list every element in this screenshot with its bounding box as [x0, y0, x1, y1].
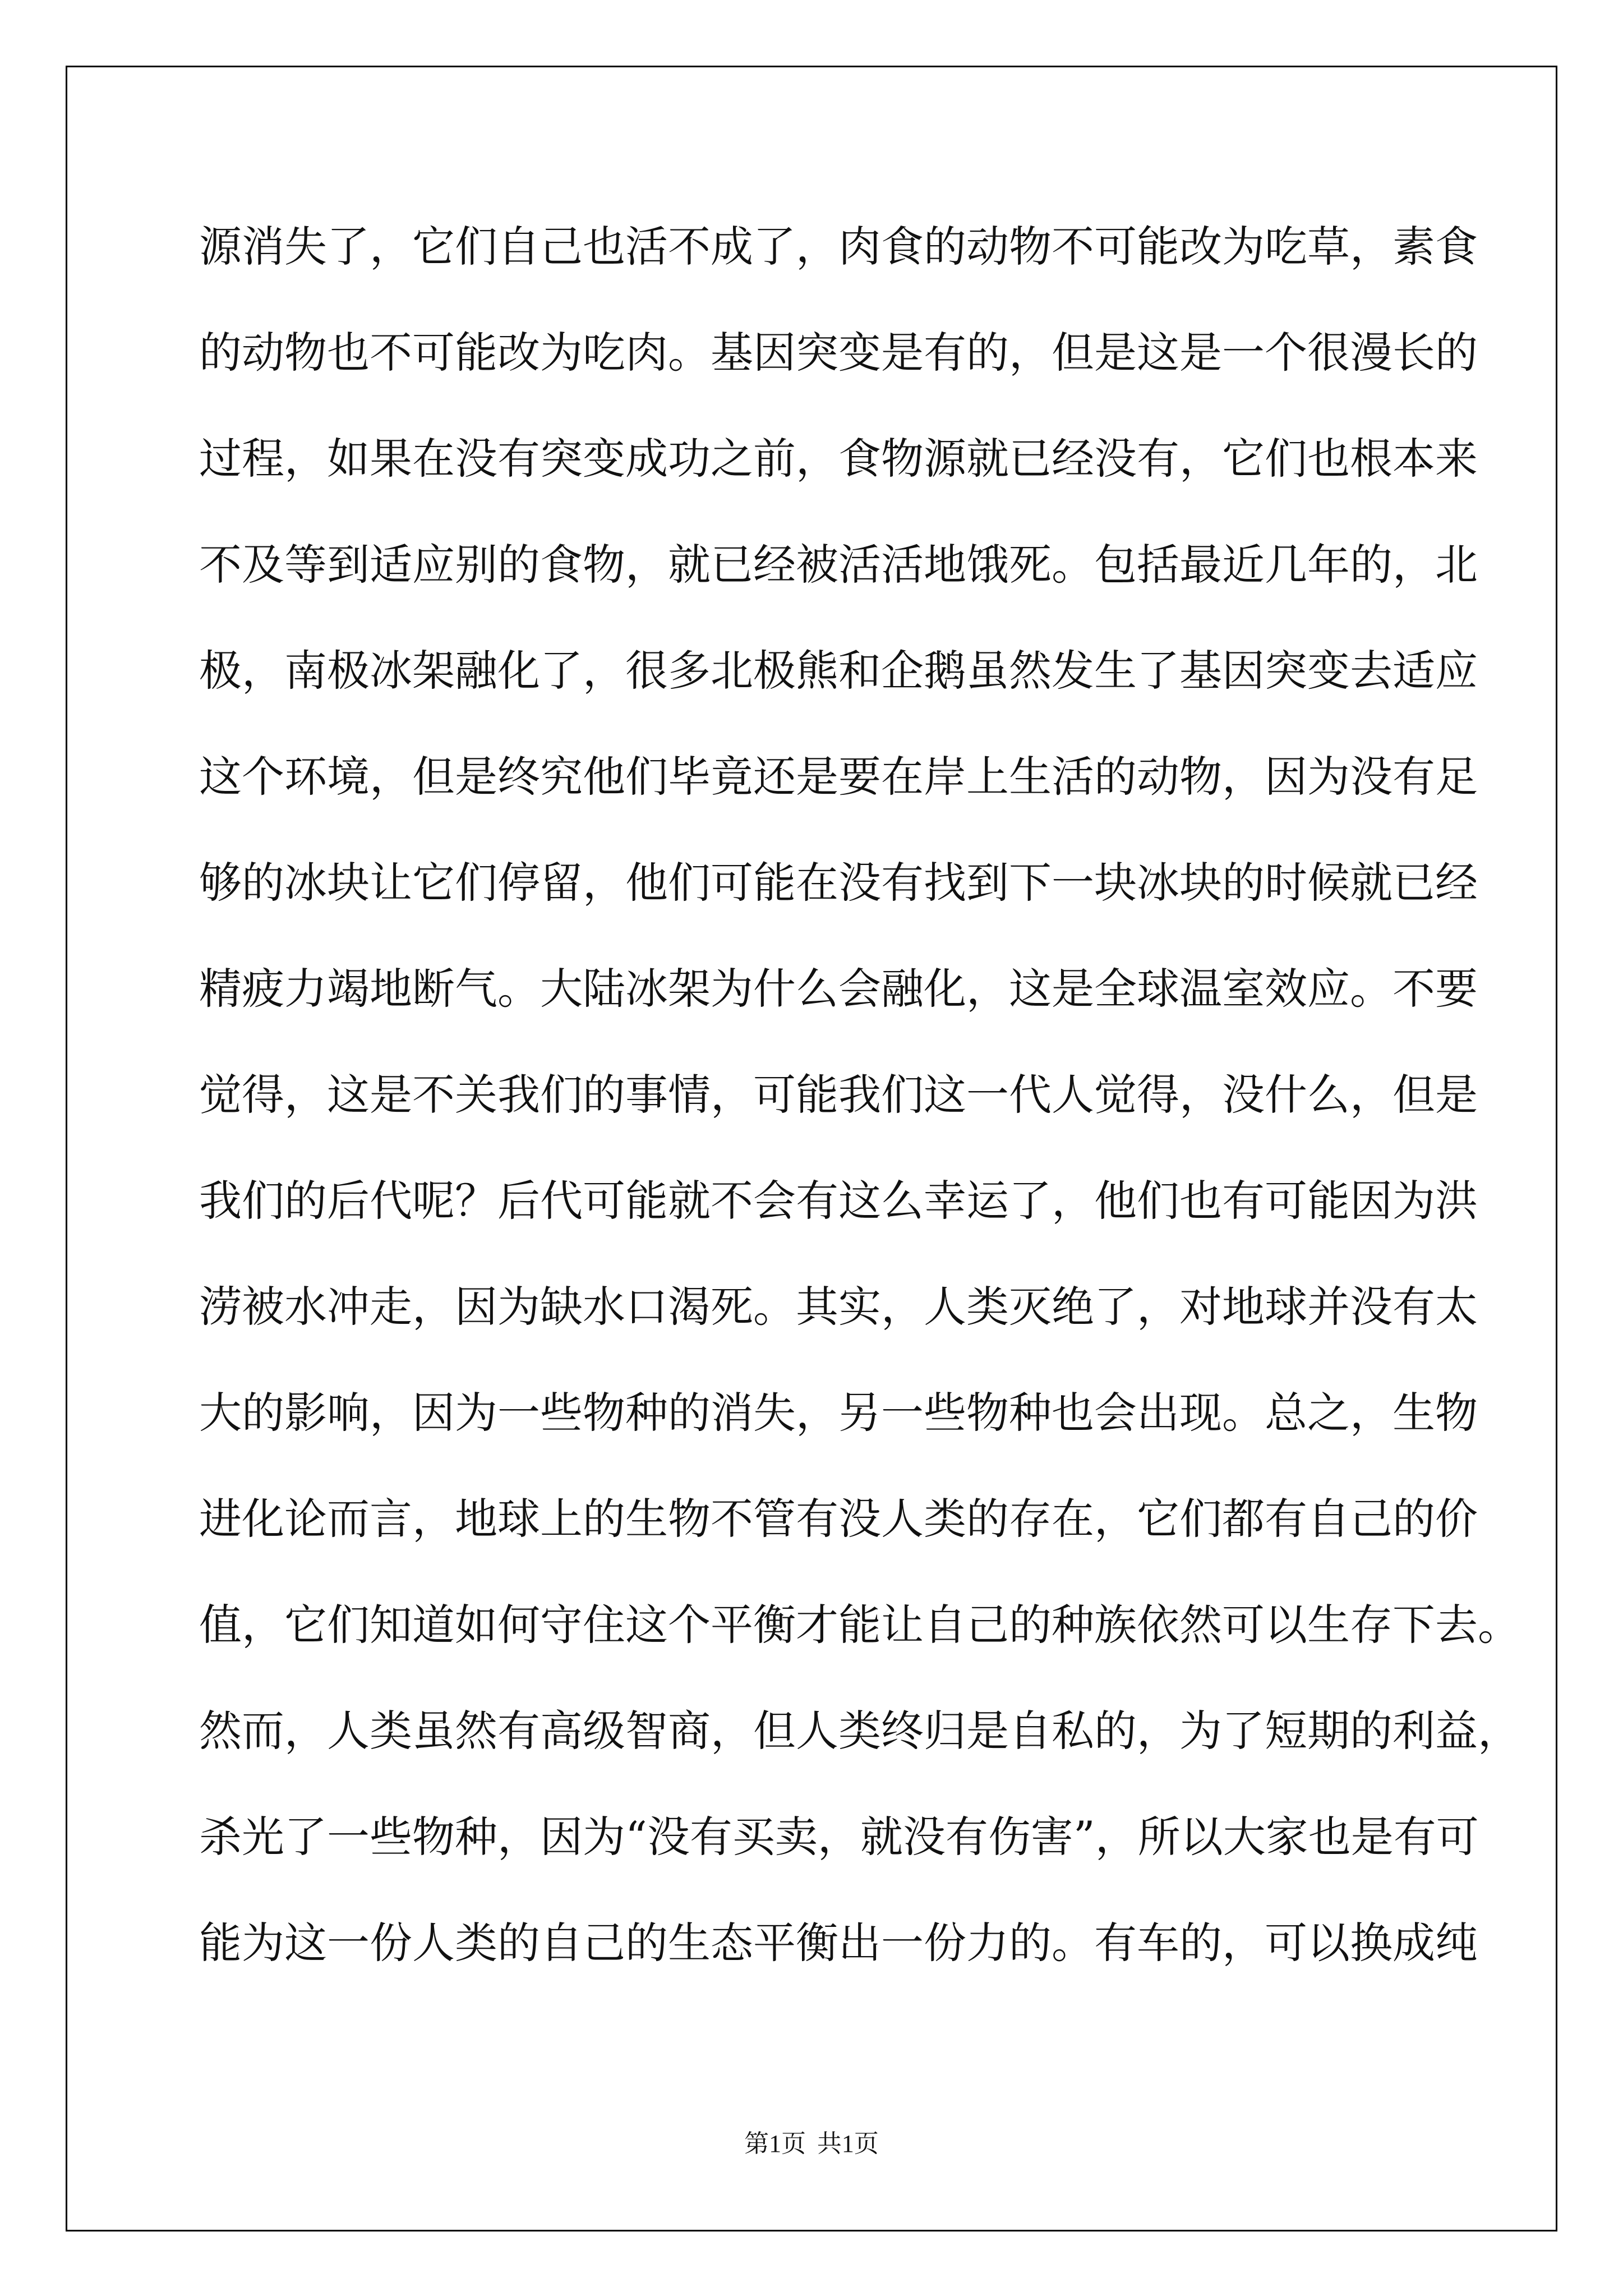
text-line: 源消失了，它们自己也活不成了，肉食的动物不可能改为吃草，素食	[199, 222, 1478, 272]
text-line: 极，南极冰架融化了，很多北极熊和企鹅虽然发生了基因突变去适应	[199, 646, 1478, 696]
text-line: 然而，人类虽然有高级智商，但人类终归是自私的，为了短期的利益，	[199, 1706, 1520, 1756]
text-line: 涝被水冲走，因为缺水口渴死。其实，人类灭绝了，对地球并没有太	[199, 1282, 1478, 1332]
document-body	[199, 213, 1520, 2016]
page-footer: 第1页 共1页	[744, 2130, 879, 2157]
text-line: 精疲力竭地断气。大陆冰架为什么会融化，这是全球温室效应。不要	[199, 964, 1478, 1014]
text-line: 觉得，这是不关我们的事情，可能我们这一代人觉得，没什么，但是	[199, 1070, 1478, 1120]
text-line: 大的影响，因为一些物种的消失，另一些物种也会出现。总之，生物	[199, 1388, 1478, 1438]
text-line: 值，它们知道如何守住这个平衡才能让自己的种族依然可以生存下去。	[199, 1600, 1520, 1650]
text-line: 的动物也不可能改为吃肉。基因突变是有的，但是这是一个很漫长的	[199, 328, 1478, 378]
text-line: 杀光了一些物种，因为“没有买卖，就没有伤害”，所以大家也是有可	[199, 1812, 1479, 1862]
text-line: 进化论而言，地球上的生物不管有没人类的存在，它们都有自己的价	[199, 1494, 1478, 1544]
text-line: 不及等到适应别的食物，就已经被活活地饿死。包括最近几年的，北	[199, 540, 1478, 590]
text-line: 我们的后代呢？后代可能就不会有这么幸运了，他们也有可能因为洪	[199, 1176, 1478, 1226]
text-line: 能为这一份人类的自己的生态平衡出一份力的。有车的，可以换成纯	[199, 1918, 1478, 1968]
text-line: 够的冰块让它们停留，他们可能在没有找到下一块冰块的时候就已经	[199, 858, 1478, 908]
text-line: 过程，如果在没有突变成功之前，食物源就已经没有，它们也根本来	[199, 434, 1478, 484]
text-line: 这个环境，但是终究他们毕竟还是要在岸上生活的动物，因为没有足	[199, 752, 1478, 802]
